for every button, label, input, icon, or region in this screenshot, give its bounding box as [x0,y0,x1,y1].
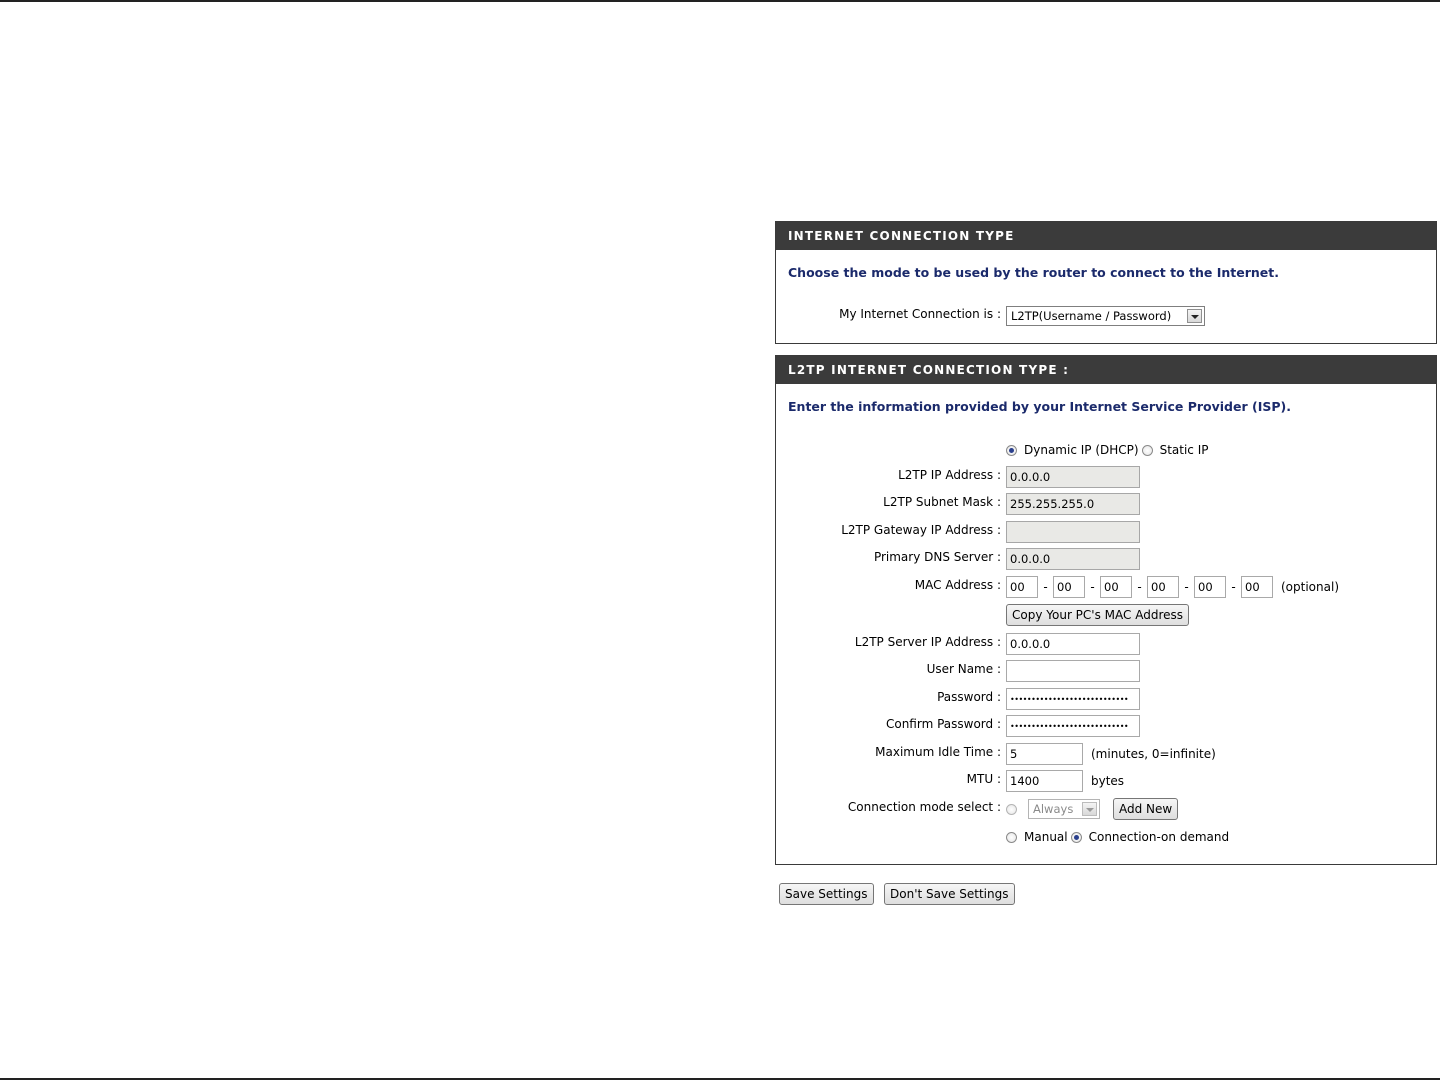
manual-label: Manual [1024,830,1068,844]
dont-save-settings-button[interactable]: Don't Save Settings [884,883,1015,905]
manual-radio[interactable] [1006,832,1017,843]
dns-row [776,547,1436,571]
server-ip-label: L2TP Server IP Address : [854,635,1001,649]
mtu-input[interactable] [1006,770,1083,792]
mac-optional-note: (optional) [1281,580,1339,594]
l2tp-section [775,355,1437,865]
connection-type-value: L2TP(Username / Password) [1011,309,1172,323]
save-settings-button[interactable]: Save Settings [779,883,874,905]
top-rule [0,0,1440,2]
chevron-down-icon[interactable] [1082,802,1097,816]
copy-mac-row [776,603,1436,627]
password-label: Password : [937,690,1001,704]
password-row [776,687,1436,711]
connection-type-label: My Internet Connection is : [839,307,1001,321]
copy-mac-button[interactable]: Copy Your PC's MAC Address [1006,604,1189,626]
always-on-radio[interactable] [1006,804,1017,815]
section-description: Choose the mode to be used by the router to connect to the Internet. [788,265,1280,280]
server-ip-row [776,632,1436,656]
chevron-down-icon[interactable] [1187,309,1202,323]
mac-octet-3[interactable] [1100,576,1132,598]
ip-address-label: L2TP IP Address : [898,468,1001,482]
subnet-mask-row [776,492,1436,516]
section-header: L2TP INTERNET CONNECTION TYPE : [776,356,1436,384]
gateway-label: L2TP Gateway IP Address : [841,523,1001,537]
ip-mode-row [776,438,1436,462]
connection-type-row [776,304,1436,328]
username-label: User Name : [926,662,1001,676]
dynamic-ip-label: Dynamic IP (DHCP) [1024,443,1139,457]
subnet-mask-input[interactable] [1006,493,1140,515]
section-description: Enter the information provided by your Internet Service Provider (ISP). [788,399,1291,414]
bottom-rule [0,1078,1440,1080]
mac-octet-6[interactable] [1241,576,1273,598]
connection-mode-label: Connection mode select : [847,800,1001,814]
section-header: INTERNET CONNECTION TYPE [776,222,1436,250]
mac-separator: - [1137,580,1142,594]
mtu-label: MTU : [966,772,1001,786]
confirm-password-row [776,714,1436,738]
mtu-row [776,769,1436,793]
schedule-value: Always [1033,802,1074,816]
idle-time-input[interactable] [1006,743,1083,765]
connection-mode-row [776,797,1436,821]
mac-row [776,575,1436,599]
mac-label: MAC Address : [914,578,1001,592]
mac-octet-1[interactable] [1006,576,1038,598]
static-ip-radio[interactable] [1142,445,1153,456]
dns-label: Primary DNS Server : [873,550,1001,564]
static-ip-label: Static IP [1159,443,1209,457]
mac-separator: - [1043,580,1048,594]
mac-separator: - [1231,580,1236,594]
username-row [776,659,1436,683]
add-new-button[interactable]: Add New [1113,798,1178,820]
on-demand-radio[interactable] [1071,832,1082,843]
password-input[interactable] [1006,688,1140,710]
mac-octet-5[interactable] [1194,576,1226,598]
on-demand-label: Connection-on demand [1088,830,1230,844]
dns-input[interactable] [1006,548,1140,570]
mac-separator: - [1090,580,1095,594]
gateway-row [776,520,1436,544]
mtu-note: bytes [1091,774,1125,788]
mac-separator: - [1184,580,1189,594]
server-ip-input[interactable] [1006,633,1140,655]
subnet-mask-label: L2TP Subnet Mask : [883,495,1001,509]
mac-octet-2[interactable] [1053,576,1085,598]
mac-octet-4[interactable] [1147,576,1179,598]
idle-time-note: (minutes, 0=infinite) [1091,747,1216,761]
ip-address-input[interactable] [1006,466,1140,488]
idle-time-row [776,742,1436,766]
schedule-select[interactable] [1028,799,1100,819]
confirm-password-label: Confirm Password : [885,717,1001,731]
dynamic-ip-radio[interactable] [1006,445,1017,456]
confirm-password-input[interactable] [1006,715,1140,737]
idle-time-label: Maximum Idle Time : [875,745,1001,759]
connection-mode-options-row [776,825,1436,849]
ip-address-row [776,465,1436,489]
username-input[interactable] [1006,660,1140,682]
internet-connection-type-section [775,221,1437,344]
connection-type-select[interactable] [1006,306,1205,326]
gateway-input[interactable] [1006,521,1140,543]
